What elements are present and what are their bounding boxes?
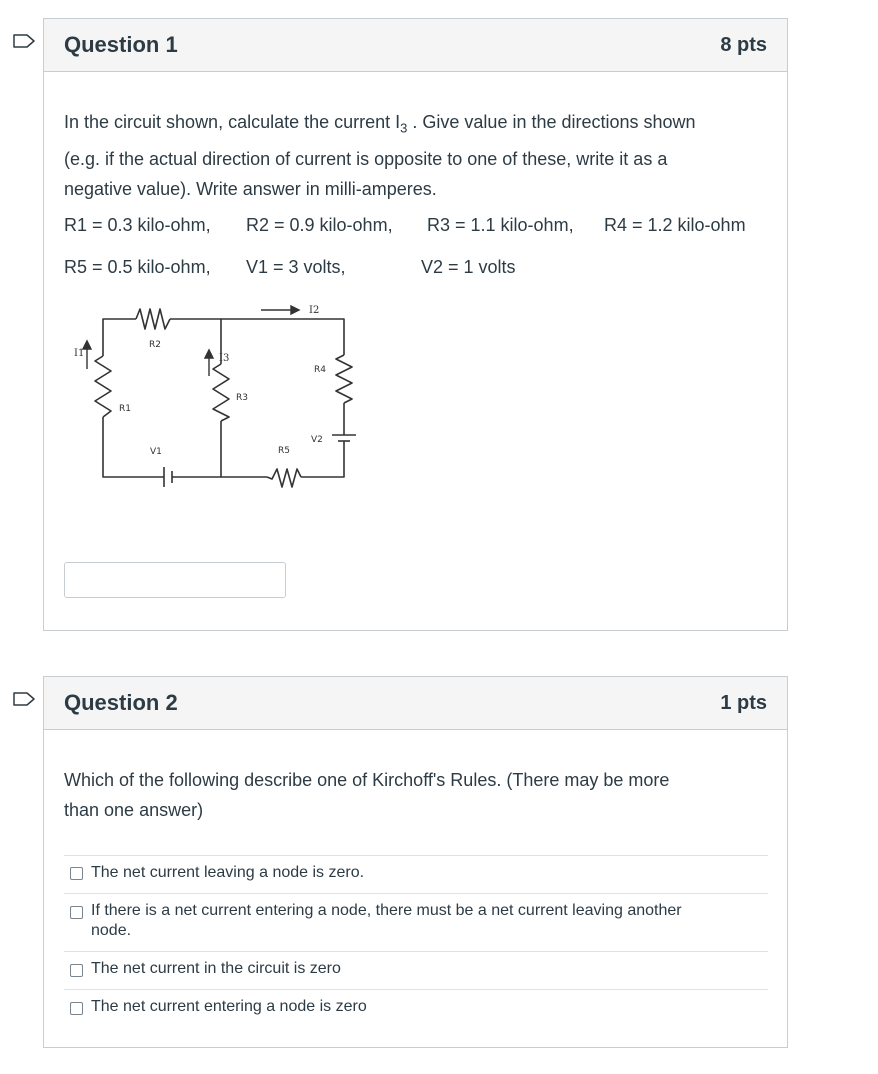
v2-value: V2 = 1 volts: [421, 257, 516, 277]
question-2-card: [43, 676, 788, 1048]
checkbox-icon[interactable]: [70, 867, 83, 880]
label-i2: I2: [309, 305, 320, 316]
label-i1: I1: [74, 348, 85, 359]
arrow-head-icon: [291, 306, 299, 314]
resistor-r2: [136, 309, 170, 329]
label-r5: R5: [278, 446, 290, 456]
flag-question-icon[interactable]: [13, 34, 35, 48]
question-text-line: In the circuit shown, calculate the current I: [64, 112, 401, 132]
answer-option[interactable]: [64, 951, 768, 989]
resistor-r5: [267, 469, 301, 487]
option-label: The net current leaving a node is zero.: [91, 864, 365, 881]
resistor-values-row-1: [64, 210, 784, 240]
checkbox-icon[interactable]: [70, 906, 83, 919]
question-text-line: negative value). Write answer in milli-amperes.: [64, 178, 437, 199]
question-points: 8 pts: [720, 33, 767, 56]
arrow-head-icon: [205, 350, 213, 358]
label-v2: V2: [311, 435, 323, 445]
label-v1: V1: [150, 447, 162, 457]
option-label: The net current entering a node is zero: [91, 998, 367, 1015]
resistor-r3: [213, 364, 229, 421]
question-title: Question 1: [64, 32, 178, 57]
label-r2: R2: [149, 340, 161, 350]
question-text-line: Which of the following describe one of Kirchoff's Rules. (There may be more: [64, 770, 670, 790]
flag-question-icon[interactable]: [13, 692, 35, 706]
option-label: node.: [91, 922, 132, 939]
question-1-card: [43, 18, 788, 631]
question-1-text: [64, 107, 784, 204]
question-points: 1 pts: [720, 691, 767, 714]
r5-value: R5 = 0.5 kilo-ohm,: [64, 257, 211, 277]
r2-value: R2 = 0.9 kilo-ohm,: [246, 215, 393, 235]
resistor-r4: [336, 355, 352, 403]
r4-value: R4 = 1.2 kilo-ohm: [604, 215, 746, 235]
question-2-header: [44, 677, 787, 730]
checkbox-icon[interactable]: [70, 964, 83, 977]
label-r3: R3: [236, 393, 248, 403]
label-i3: I3: [219, 353, 230, 364]
label-r4: R4: [314, 365, 326, 375]
r3-value: R3 = 1.1 kilo-ohm,: [427, 215, 574, 235]
option-label: If there is a net current entering a node, there must be a net current leaving another: [91, 902, 682, 919]
r1-value: R1 = 0.3 kilo-ohm,: [64, 215, 211, 235]
question-1-header: [44, 19, 787, 72]
resistor-values-row-2: [64, 252, 784, 282]
resistor-r1: [95, 356, 111, 417]
question-text-line: . Give value in the directions shown: [407, 112, 696, 132]
question-text-line: (e.g. if the actual direction of current is opposite to one of these, write it as a: [64, 148, 668, 169]
wire: [103, 319, 136, 356]
answer-option[interactable]: [64, 855, 768, 893]
v1-value: V1 = 3 volts,: [246, 257, 346, 277]
question-title: Question 2: [64, 690, 178, 715]
question-text-line: than one answer): [64, 800, 204, 820]
question-2-text: [64, 765, 784, 825]
label-r1: R1: [119, 404, 131, 414]
wire: [221, 319, 344, 355]
circuit-diagram: [66, 301, 366, 501]
wire: [172, 421, 221, 477]
answer-input[interactable]: [64, 562, 286, 598]
answer-option[interactable]: [64, 989, 768, 1027]
answer-option[interactable]: [64, 893, 768, 951]
checkbox-icon[interactable]: [70, 1002, 83, 1015]
option-label: The net current in the circuit is zero: [91, 960, 341, 977]
wire: [301, 441, 344, 477]
subscript: 3: [400, 120, 408, 136]
